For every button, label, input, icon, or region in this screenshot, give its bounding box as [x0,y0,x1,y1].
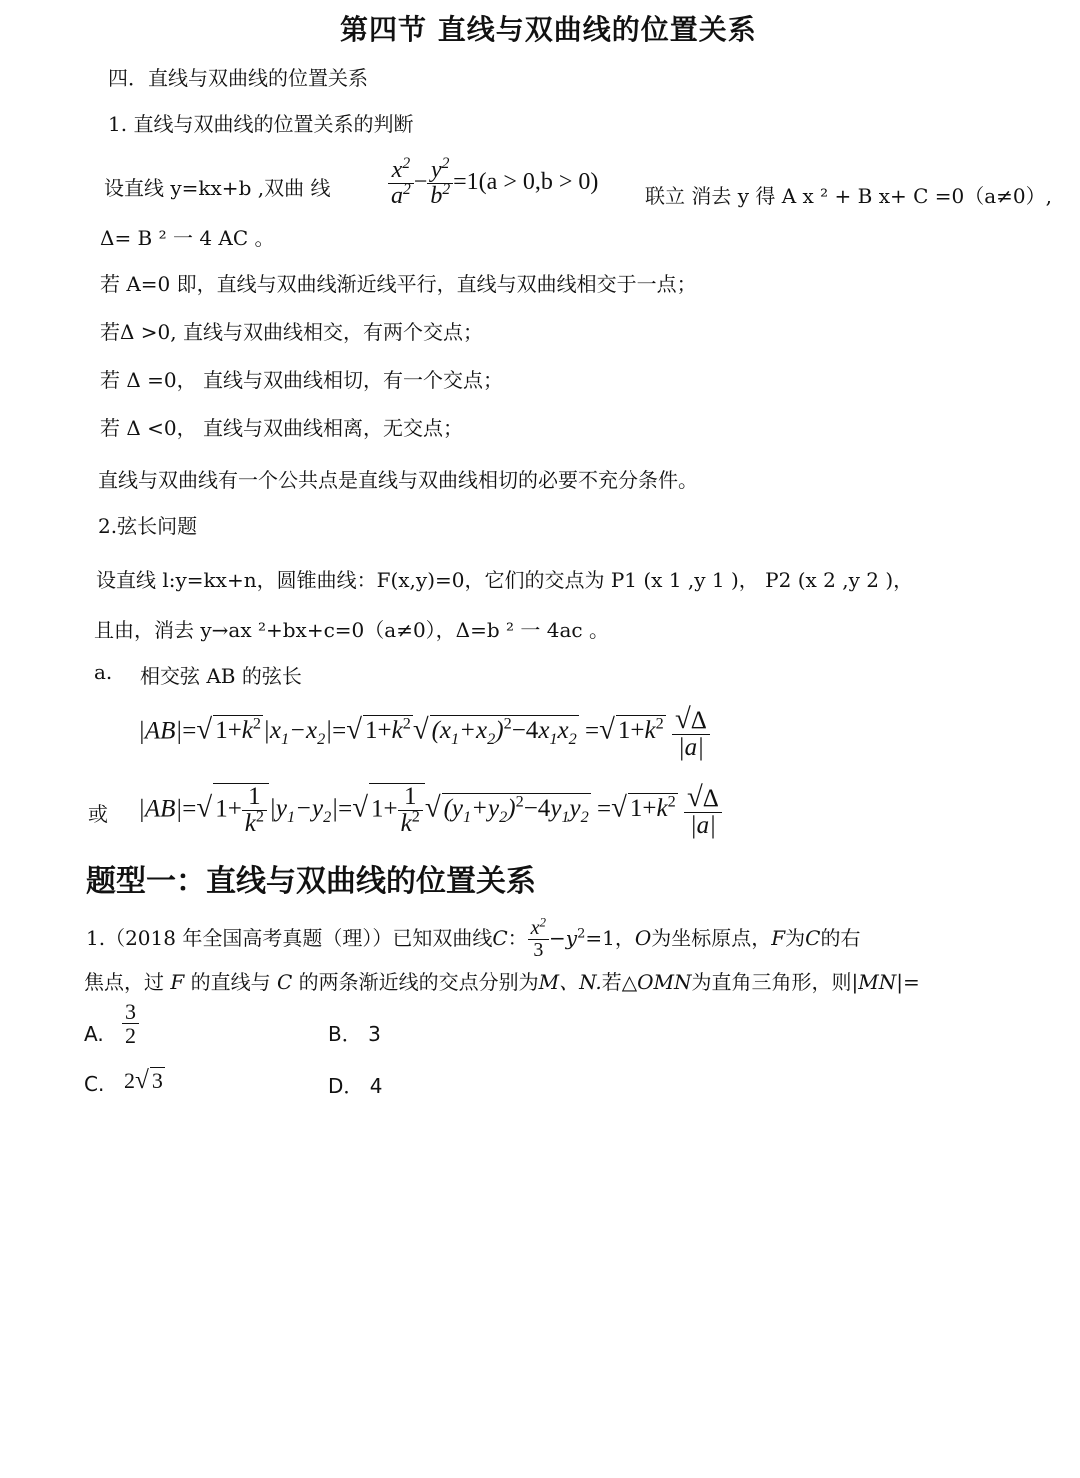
setup-suffix: 联立 消去 y 得 A x ² + B x+ C =0（a≠0）, [645,184,1053,208]
chord-a-text: 相交弦 AB 的弦长 [140,664,302,688]
option-b[interactable]: B． 3 [328,1022,381,1046]
setup-prefix: 设直线 y=kx+b ,双曲 线 [104,176,331,200]
option-c-value[interactable]: 2√ 3 [124,1066,163,1094]
option-a-label[interactable]: A. [84,1022,104,1046]
option-a-value[interactable]: $\frac{3}{2}$ [122,1000,139,1047]
subsection-heading-2: 2.弦长问题 [98,514,198,538]
section-heading: 四．直线与双曲线的位置关系 [108,66,368,90]
page-title: 第四节 直线与双曲线的位置关系 [340,13,757,46]
chord-quadratic-line: 且由，消去 y→ax ²+bx+c=0（a≠0），Δ=b ² 一 4ac 。 [94,618,609,642]
option-c-label[interactable]: C. [84,1072,105,1096]
chord-length-formula-x: |AB|=√ $1+k^2|x_1-x_2|=√$ $1+k^2√$ $(x_1+x_2)^2-4x_1x_2$ =√ $1+k^2$ $\frac{√\Delta}{|a|}$ [138,704,710,762]
delta-definition: Δ= B ² 一 4 AC 。 [100,226,275,250]
hyperbola-equation: $\frac{x^2}{a^2}$ − $\frac{y^2}{b^2}$ =1(a > 0,b > 0) [388,158,598,209]
case-delta-negative: 若 Δ <0， 直线与双曲线相离，无交点； [100,416,463,440]
case-delta-positive: 若Δ >0, 直线与双曲线相交，有两个交点； [100,320,483,344]
or-label: 或 [88,802,108,826]
option-d[interactable]: D． 4 [328,1074,383,1098]
tangent-note: 直线与双曲线有一个公共点是直线与双曲线相切的必要不充分条件。 [98,468,698,492]
subsection-heading-1: 1. 直线与双曲线的位置关系的判断 [108,112,414,136]
case-delta-zero: 若 Δ =0， 直线与双曲线相切，有一个交点； [100,368,503,392]
chord-a-label: a. [94,660,113,684]
chord-setup-line: 设直线 l:y=kx+n，圆锥曲线：F(x,y)=0，它们的交点为 P1 (x 1 ,y 1 )， P2 (x 2 ,y 2 )， [96,568,914,592]
case-a-zero: 若 A=0 即，直线与双曲线渐近线平行，直线与双曲线相交于一点； [100,272,697,296]
question-line-2: 焦点，过 F 的直线与 C 的两条渐近线的交点分别为M、N.若△OMN为直角三角形，则|MN|= [84,970,920,994]
chord-length-formula-y: |AB|=√ 1+ $\frac{1}{k^2}$ $|y_1-y_2|=√$ 1+ $\frac{1}{k^2}$ √ $(y_1+y_2)^2-4y_1y_2$ =√ $1+k^2$ $\frac{√\Delta}{|a|}$ [138,782,722,840]
question-line-1: 1.（2018 年全国高考真题（理））已知双曲线C： $\frac{x^2}{3}$ $-y^2=1$，O为坐标原点，F为C的右 [86,914,861,961]
question-type-heading: 题型一：直线与双曲线的位置关系 [86,864,536,899]
